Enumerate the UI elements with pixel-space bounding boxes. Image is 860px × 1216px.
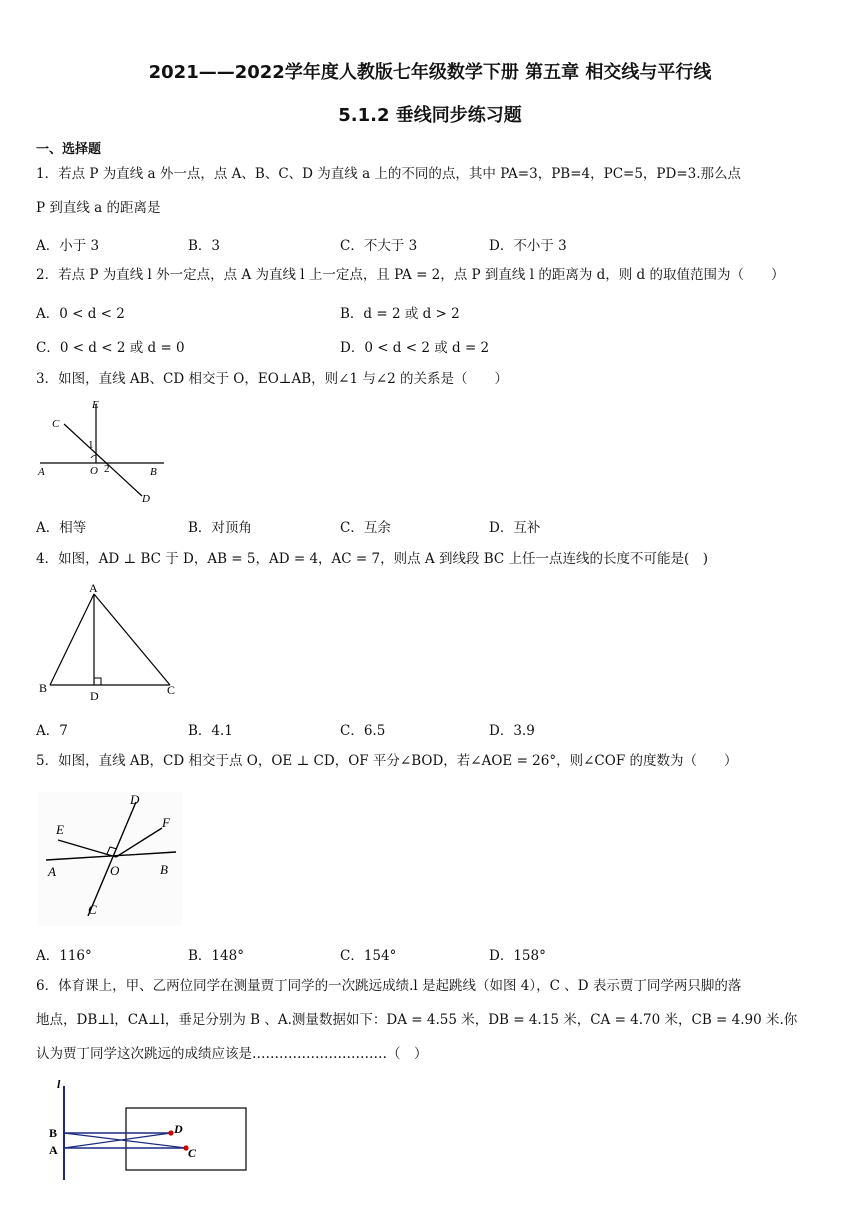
q4-figure bbox=[36, 580, 186, 704]
section-heading: 一、选择题 bbox=[36, 142, 102, 157]
q3-label-a: A bbox=[38, 466, 45, 478]
q5-option-d: D．158° bbox=[489, 948, 546, 964]
q5-option-a: A．116° bbox=[36, 948, 92, 964]
q3-label-c: C bbox=[52, 418, 60, 430]
q5-option-b: B．148° bbox=[188, 948, 244, 964]
q3-option-a: A．相等 bbox=[36, 520, 87, 536]
q3-stem: 3．如图，直线 AB、CD 相交于 O，EO⊥AB，则∠1 与∠2 的关系是（ ） bbox=[36, 371, 509, 387]
q3-label-o: O bbox=[90, 465, 98, 477]
q1-line1: 1．若点 P 为直线 a 外一点，点 A、B、C、D 为直线 a 上的不同的点，其中 PA=3，PB=4，PC=5，PD=3.那么点 bbox=[36, 166, 742, 182]
q1-line2: P 到直线 a 的距离是 bbox=[36, 200, 161, 216]
q5-label-a: A bbox=[48, 864, 56, 879]
q5-label-c: C bbox=[88, 902, 97, 917]
q4-option-d: D．3.9 bbox=[489, 723, 535, 739]
q3-label-e: E bbox=[92, 399, 99, 411]
q6-figure bbox=[40, 1078, 256, 1182]
title-line-1: 2021——2022学年度人教版七年级数学下册 第五章 相交线与平行线 bbox=[148, 62, 712, 83]
q6-label-d: D bbox=[174, 1122, 183, 1136]
q2-option-b: B．d = 2 或 d > 2 bbox=[340, 306, 460, 322]
q1-option-b: B．3 bbox=[188, 238, 221, 254]
q4-stem: 4．如图，AD ⊥ BC 于 D，AB = 5，AD = 4，AC = 7，则点 A 到线段 BC 上任一点连线的长度不可能是( ) bbox=[36, 551, 709, 567]
q4-label-a: A bbox=[89, 581, 98, 595]
q5-label-f: F bbox=[162, 815, 170, 830]
title-line-2: 5.1.2 垂线同步练习题 bbox=[338, 105, 522, 126]
q3-option-b: B．对顶角 bbox=[188, 520, 252, 536]
q6-line3: 认为贾丁同学这次跳远的成绩应该是…………………………（ ） bbox=[36, 1046, 428, 1062]
q5-label-d: D bbox=[130, 792, 140, 807]
q6-label-a: A bbox=[49, 1143, 58, 1157]
q2-option-c: C．0 < d < 2 或 d = 0 bbox=[36, 340, 185, 356]
q3-label-b: B bbox=[150, 466, 157, 478]
q4-label-d: D bbox=[90, 689, 99, 703]
q1-option-d: D．不小于 3 bbox=[489, 238, 567, 254]
q6-label-c: C bbox=[188, 1146, 197, 1160]
q5-label-b: B bbox=[160, 862, 168, 877]
q6-line2: 地点，DB⊥l，CA⊥l，垂足分别为 B 、A.测量数据如下：DA = 4.55 米，DB = 4.15 米，CA = 4.70 米，CB = 4.90 米.你 bbox=[36, 1012, 798, 1028]
q3-label-d: D bbox=[142, 493, 150, 505]
q1-option-a: A．小于 3 bbox=[36, 238, 100, 254]
q6-line1: 6．体育课上，甲、乙两位同学在测量贾丁同学的一次跳远成绩.l 是起跳线（如图 4），C 、D 表示贾丁同学两只脚的落 bbox=[36, 978, 742, 994]
q3-label-1: 1 bbox=[88, 439, 94, 451]
q4-label-b: B bbox=[39, 681, 48, 695]
q3-option-c: C．互余 bbox=[340, 520, 391, 536]
q2-option-d: D．0 < d < 2 或 d = 2 bbox=[340, 340, 490, 356]
q4-option-b: B．4.1 bbox=[188, 723, 233, 739]
q3-label-2: 2 bbox=[104, 463, 110, 475]
q4-option-a: A．7 bbox=[36, 723, 68, 739]
q3-figure bbox=[36, 396, 176, 506]
q5-label-e: E bbox=[56, 822, 64, 837]
q2-stem: 2．若点 P 为直线 l 外一定点，点 A 为直线 l 上一定点，且 PA = 2，点 P 到直线 l 的距离为 d，则 d 的取值范围为（ ） bbox=[36, 267, 785, 283]
q5-option-c: C．154° bbox=[340, 948, 397, 964]
q4-option-c: C．6.5 bbox=[340, 723, 386, 739]
q5-label-o: O bbox=[110, 863, 120, 878]
q6-label-l: l bbox=[57, 1078, 61, 1091]
q5-figure bbox=[36, 790, 186, 930]
q3-option-d: D．互补 bbox=[489, 520, 541, 536]
q5-stem: 5．如图，直线 AB，CD 相交于点 O，OE ⊥ CD，OF 平分∠BOD，若∠AOE = 26°，则∠COF 的度数为（ ） bbox=[36, 753, 738, 769]
q2-option-a: A．0 < d < 2 bbox=[36, 306, 125, 322]
q4-label-c: C bbox=[167, 683, 176, 697]
q1-option-c: C．不大于 3 bbox=[340, 238, 418, 254]
q6-label-b: B bbox=[49, 1126, 58, 1140]
